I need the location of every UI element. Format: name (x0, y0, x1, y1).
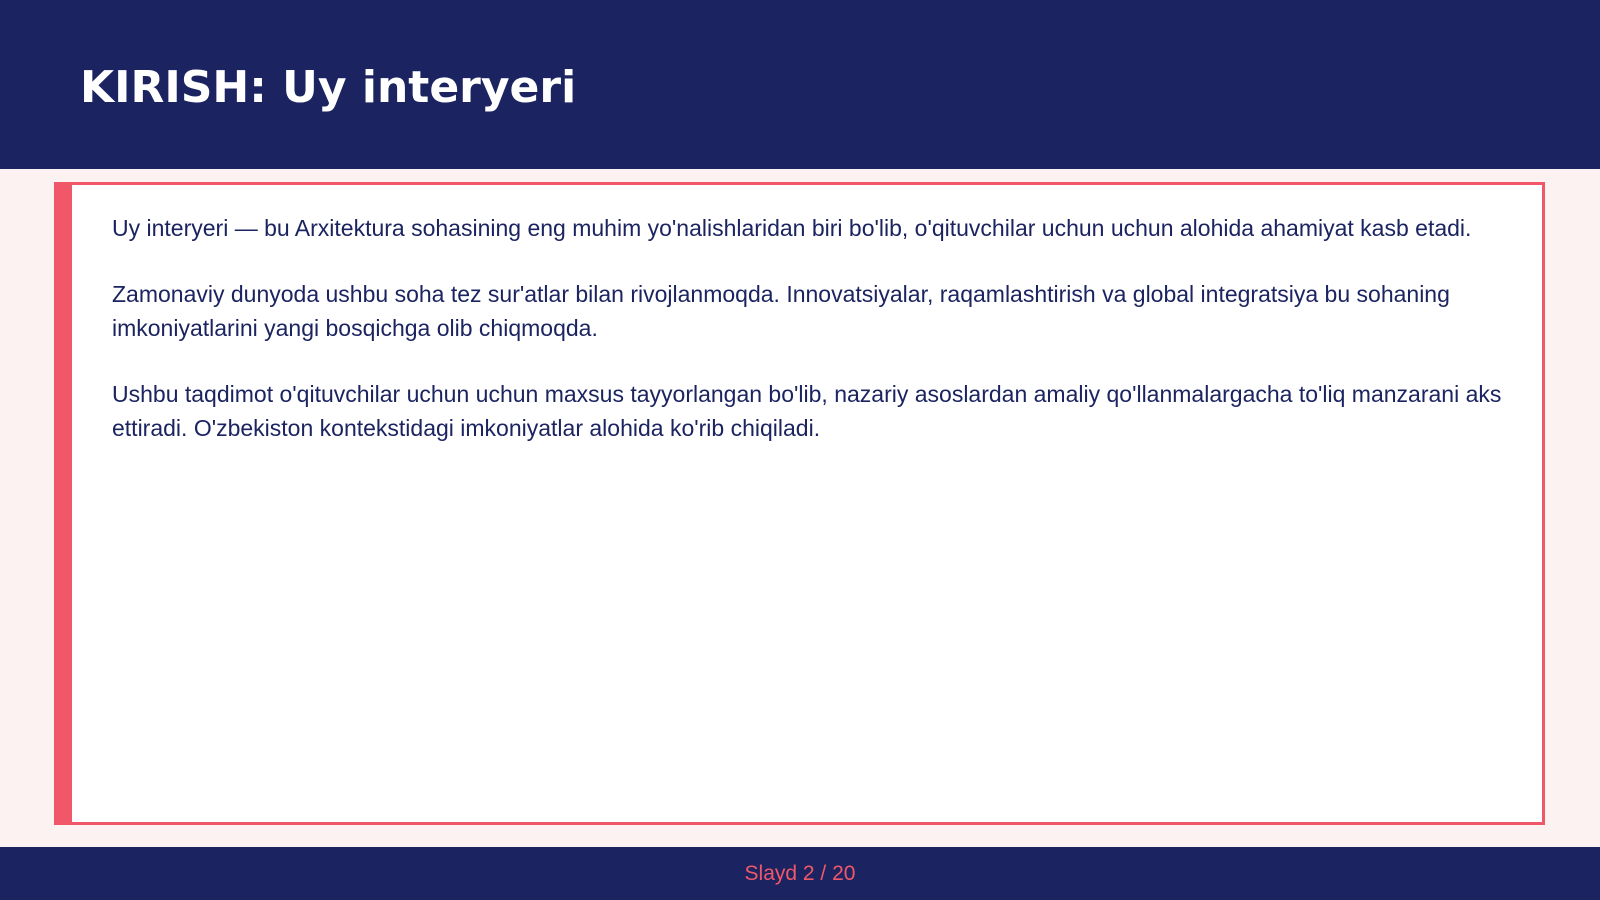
slide-number: Slayd 2 / 20 (744, 862, 856, 885)
slide-title: KIRISH: Uy interyeri (80, 62, 577, 113)
body-text (112, 211, 1517, 477)
content-box (54, 182, 1545, 825)
slide-footer (0, 847, 1600, 900)
paragraph-modern-world: Zamonaviy dunyoda ushbu soha tez sur'atlar bilan rivojlanmoqda. Innovatsiyalar, raqamlashtirish va global integratsiya bu sohaning imkoniyatlarini yangi bosqichga olib chiqmoqda. (112, 281, 1450, 341)
paragraph-intro: Uy interyeri — bu Arxitektura sohasining eng muhim yo'nalishlaridan biri bo'lib, o'qituvchilar uchun uchun alohida ahamiyat kasb etadi. (112, 215, 1472, 241)
paragraph-presentation-scope: Ushbu taqdimot o'qituvchilar uchun uchun maxsus tayyorlangan bo'lib, nazariy asoslardan amaliy qo'llanmalargacha to'liq manzarani aks ettiradi. O'zbekiston kontekstidagi imkoniyatlar alohida ko'rib chiqiladi. (112, 381, 1502, 441)
slide-header (0, 0, 1600, 169)
